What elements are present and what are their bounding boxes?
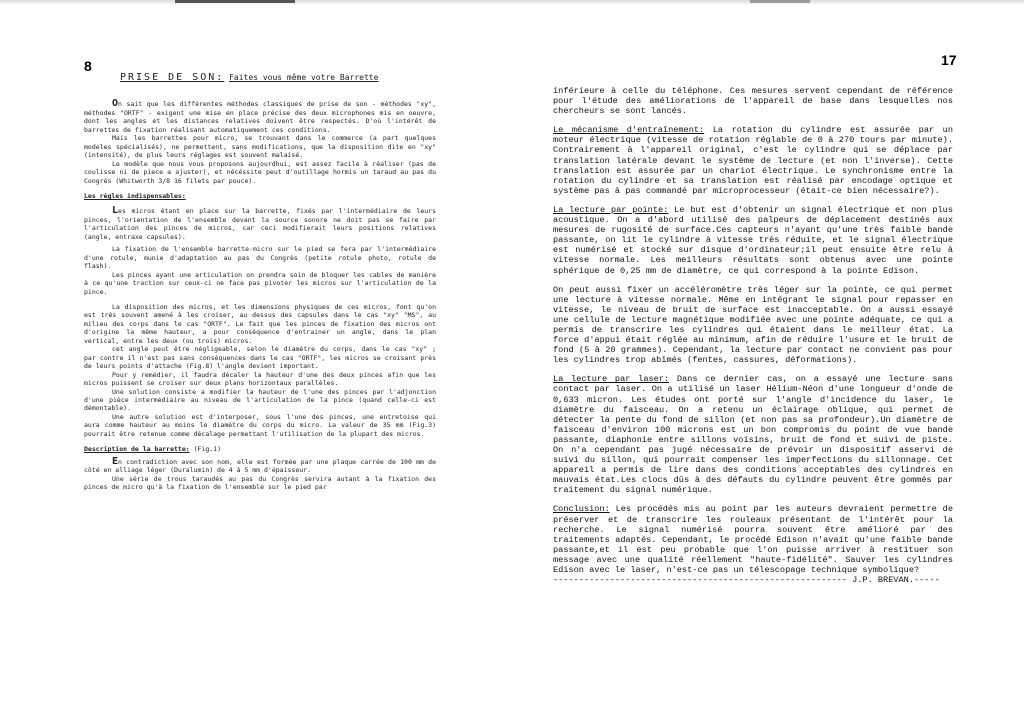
paragraph-text: n contradiction avec son nom, elle est formée par une plaque carrée de 100 mm de côté en alliage léger (Duralumin) de 4 à 5 mm d'épaisseur. <box>84 457 436 475</box>
dropcap: E <box>112 455 119 467</box>
paragraph: On peut aussi fixer un accéléromètre très léger sur la pointe, ce qui permet une lecture à vitesse normale. Même en intégrant le signal pour repasser en vitesse, le niveau de bruit de surface est inacceptable. On a aussi essayé une cellule de lecture magnétique modifiée avec une pointe adéquate, ce qui a permis de transcrire les cylindres qui étaient dans le meilleur état. La force d'appui était réglée au minimum, afin de réduire l'usure et le bruit de fond (5 à 20 grammes). Cependant, la lecture par contact ne convient pas pour les cylindres trop abîmés (fentes, cassures, déformations). <box>553 284 953 366</box>
section-heading: Conclusion: <box>553 504 610 515</box>
paragraph: Le modèle que nous vous proposons aujourdhui, est assez facile à réaliser (pas de coulisse ni de piece a ajuster), et nécéssite peut d'outillage hormis un taraud au pas du Congrès (Whitworth 3/8 16 filets par pouce). <box>84 159 436 185</box>
paragraph-text: Le but est d'obtenir un signal électrique et non plus acoustique. On a d'abord utilisé des palpeurs de déplacement destinés aux mesures de rugosité de surface.Ces capteurs n'ayant qu'une très faible bande passante, on lit le cylindre à vitesse très réduite, et le signal électrique est numérisé et stocké sur disque d'ordinateur;il peut ensuite être relu à vitesse normale. Les meilleurs résultats sont obtenus avec une pointe sphérique de 0,25 mm de diamètre, ce qui correspond à la pointe Edison. <box>553 204 954 276</box>
paragraph: La disposition des micros, et les dimensions physiques de ces micros, font qu'on est très souvent amené à les croiser, au dessus des capsules dans le cas "xy" "MS", au milieu des corps dans le cas "ORTF". Le fait que les pinces de fixation des micros ont d'origine la même hauteur, a pour conséquence d'entrainer un angle, dans le plan vertical, entre les deux (ou trois) micros. <box>84 302 436 345</box>
figure-reference: (Fig.1) <box>193 445 221 454</box>
section-heading: La lecture par pointe: <box>553 204 669 215</box>
paragraph: Pour y remédier, il faudra décaler la hauteur d'une des deux pinces afin que les micros puissent se croiser sur deux plans horizontaux parallèles. <box>84 370 436 388</box>
paragraph-text: n sait que les différentes méthodes classiques de prise de son - méthodes "xy", méthodes "ORTF" - exigent une mise en place précise des deux microphones mis en oeuvre, dont les angles et les distances relatives doivent être respectés. D'où l'intérêt de barrettes de fixation réalisant automatiquement ces conditions. <box>84 100 436 134</box>
paragraph <box>84 100 436 134</box>
dropcap: L <box>112 205 119 217</box>
right-page <box>512 0 1024 724</box>
paragraph: Une autre solution est d'interposer, sous l'une des pinces, une entretoise qui aura comme hauteur au moins le diamètre du corps du micro. La valeur de 35 mm (Fig.3) pourrait être retenue comme décalage permettant l'utilisation de la plupart des micros. <box>84 412 436 438</box>
page-number: 17 <box>941 52 957 68</box>
paragraph <box>84 207 436 241</box>
paragraph <box>553 205 953 276</box>
paragraph: inférieure à celle du téléphone. Ces mesures servent cependant de référence pour l'étude des améliorations de l'appareil de base dans lesquelles nos chercheurs se sont lancés. <box>553 86 953 117</box>
section-heading: Le mécanisme d'entraînement: <box>553 125 705 136</box>
section-heading: La lecture par laser: <box>553 374 670 385</box>
paragraph <box>553 374 953 495</box>
section-heading-line <box>84 445 436 453</box>
paragraph <box>553 504 953 575</box>
paragraph: cet angle peut être négligeable, selon le diamètre du corps, dans le cas "xy" ; par contre il n'est pas sans conséquences dans le cas "ORTF", les micros se croisant près de leurs points d'attache (Fig.8) l'angle devient important. <box>84 345 436 371</box>
right-article <box>553 86 953 585</box>
paragraph: Une solution consiste a modifier la hauteur de l'une des pinces par l'adjonction d'une pièce intermédiaire au niveau de l'articulation de la pince (quand celle-ci est démontable). <box>84 387 436 413</box>
paragraph-text: La rotation du cylindre est assurée par un moteur électrique (vitesse de rotation réglable de 0 à 270 tours par minute). Contrairement à l'appareil original, c'est le cylindre qui se déplace par translation latérale devant le système de lecture (et non l'inverse). Cette translation est assurée par un chariot électrique. Le synchronisme entre la rotation du cylindre et sa translation est réalisé par encodage optique et système pas à pas commandé par microprocesseur (était-ce bien nécessaire?). <box>553 125 953 196</box>
paragraph-text: Dans ce dernier cas, on a essayé une lecture sans contact par laser. On a utilisé un laser Hélium-Néon d'une longueur d'onde de 0,633 micron. Les études ont porté sur l'angle d'incidence du laser, le diamètre du faisceau. On a retenu un éclairage oblique, qui permet de détecter la pente du fond de sillon (et non pas sa profondeur).Un diamètre de faisceau d'environ 100 microns est un bon compromis du point de vue bande passante, diaphonie entre sillons voisins, bruit de fond et suivi de piste. On n'a cependant pas jugé nécessaire de prévoir un dispositif asservi de suivi du sillon, qui pourrait compenser les imperfections du sillonnage. Cet appareil a permis de lire dans des conditions acceptables des cylindres en mauvais état.Les clocs dûs à des défauts du cylindre peuvent être gommés par traitement du signal numérique. <box>553 374 953 496</box>
paragraph <box>84 455 436 475</box>
paragraph: La fixation de l'ensemble barrette-micro sur le pied se fera par l'intermédiaire d'une rotule, munie d'adaptation au pas du Congrès (petite rotule photo, rotule de flash). <box>84 245 436 271</box>
left-article <box>84 74 436 491</box>
article-title-sub: Faites vous même votre Barrette <box>229 73 379 82</box>
section-heading: Description de la barrette: <box>84 445 190 454</box>
paragraph: Mais les barrettes pour micro, se trouvant dans le commerce (a part quelques modeles spécialisés), ne permettent, sans modifications, que la disposition dite en "xy" (intensité), de plus leurs réglages est souvent malaisé. <box>84 134 436 160</box>
paragraph-text: es micros étant en place sur la barrette, fixés par l'intermédiaire de leurs pinces, l'orientation de l'ensemble devant la source sonore ne doit pas se faire par l'articulation des pinces de micros, car ceci modifierait leurs positions relatives (angle, entraxe capsules). <box>84 207 436 241</box>
article-title-main: PRISE DE SON: <box>120 72 225 83</box>
paragraph: Une série de trous taraudés au pas du Congrès servira autant à la fixation des pinces de micro qu'à la fixation de l'ensemble sur le pied par <box>84 474 436 492</box>
paragraph <box>553 125 953 196</box>
dropcap: O <box>112 98 119 110</box>
author-signature-line: --------------------------------------------------------- J.P. BREVAN.----- <box>553 575 940 586</box>
paragraph: Les pinces ayant une articulation on prendra soin de bloquer les cables de manière à ce qu'une traction sur ceux-ci ne face pas pivoter les micros sur l'articulation de la pince. <box>84 270 436 296</box>
article-title <box>120 74 436 82</box>
section-heading: Les règles indispensables: <box>84 191 186 200</box>
paragraph-text: Les procédés mis au point par les auteurs devraient permettre de préserver et de transcrire les rouleaux présentant de l'intérêt pour la recherche. Le signal numérisé pourra souvent être amélioré par des traitements adaptés. Cependant, le procédé Edison n'avait qu'une faible bande passante,et il est peu probable que l'on puisse arriver à restituer son message avec une qualité réellement "haute-fidélité". Sauver les cylindres Edison avec le laser, n'est-ce pas un télescopage technique symbolique? <box>553 504 953 576</box>
page-number: 8 <box>84 58 92 74</box>
